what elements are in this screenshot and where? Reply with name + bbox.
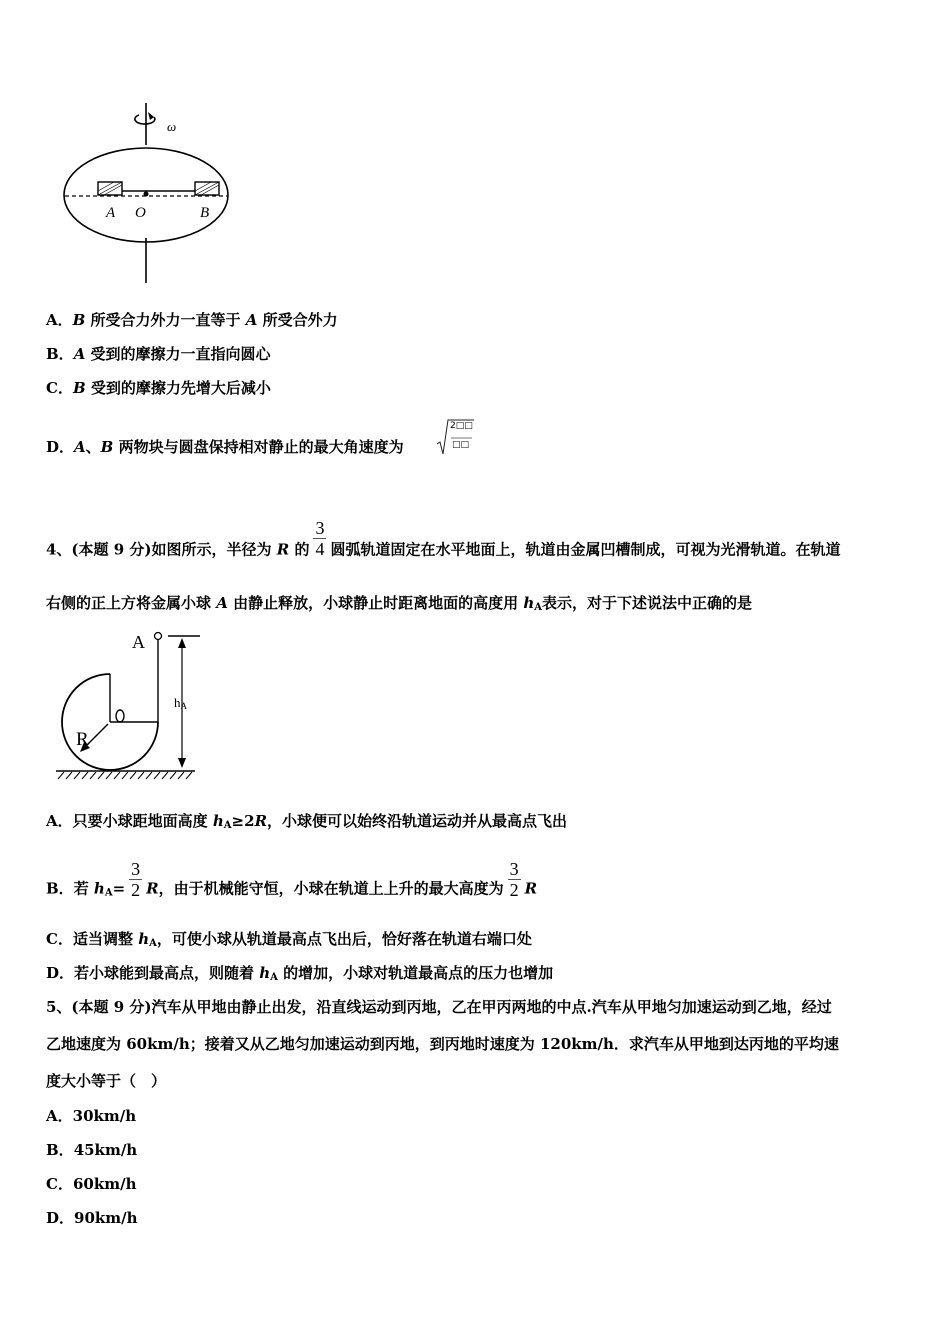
q5-stem-line1: 5、(本题 9 分)汽车从甲地由静止出发，沿直线运动到丙地，乙在甲丙两地的中点.汽车从甲地匀加速运动到乙地，经过 [46, 998, 832, 1016]
q4-stem-line2: 右侧的正上方将金属小球 A 由静止释放，小球静止时距离地面的高度用 $h_A$表示，对于下述说法中正确的是 [46, 594, 753, 613]
q4-option-d: D．若小球能到最高点，则随着 $h_A$ 的增加，小球对轨道最高点的压力也增加 [46, 964, 554, 983]
q5-option-c: C．60km/h [46, 1175, 137, 1193]
rotating-disc-figure [55, 95, 245, 290]
block-a-label: A [106, 205, 116, 221]
q3-option-a: A．B 所受合力外力一直等于 A 所受合外力 [46, 311, 338, 329]
q3-option-b: B．A 受到的摩擦力一直指向圆心 [46, 345, 271, 363]
q3-option-d-sqrt: 2□□ □□ [436, 418, 476, 458]
q3-option-d: D．A、B 两物块与圆盘保持相对静止的最大角速度为 [46, 438, 404, 456]
q4-stem-line1: 4、(本题 9 分)如图所示，半径为 R 的 $\frac{3}{4}$ 圆弧轨道固定在水平地面上，轨道由金属凹槽制成，可视为光滑轨道。在轨道 [46, 518, 841, 559]
three-halves-fraction: $\frac{3}{2}$ [131, 859, 141, 900]
omega-label: ω [167, 119, 177, 134]
q5-stem-line3: 度大小等于（ ） [46, 1072, 167, 1090]
block-b-label: B [200, 205, 210, 221]
ball-a-label: A [132, 632, 145, 652]
height-label: hA [174, 695, 187, 711]
q5-stem-line2: 乙地速度为 60km/h；接着又从乙地匀加速运动到丙地，到丙地时速度为 120km/h．求汽车从甲地到达丙地的平均速 [46, 1035, 839, 1053]
q5-option-a: A．30km/h [46, 1107, 137, 1125]
radius-r-label: R [76, 729, 89, 750]
circular-track-figure [50, 628, 210, 788]
three-quarters-fraction: $\frac{3}{4}$ [315, 518, 325, 559]
q4-option-c: C．适当调整 $h_A$，可使小球从轨道最高点飞出后，恰好落在轨道右端口处 [46, 930, 532, 949]
q5-option-b: B．45km/h [46, 1141, 138, 1159]
q4-option-b: B．若 $h_A=$ $\frac{3}{2}$ R，由于机械能守恒，小球在轨道上上升的最大高度为 $\frac{3}{2}$ R [46, 859, 538, 900]
center-o-label: O [135, 205, 146, 221]
q3-option-c: C．B 受到的摩擦力先增大后减小 [46, 379, 271, 397]
q5-option-d: D．90km/h [46, 1209, 138, 1227]
three-halves-fraction-2: $\frac{3}{2}$ [509, 859, 519, 900]
q4-option-a: A．只要小球距地面高度 $h_A\ge 2R$，小球便可以始终沿轨道运动并从最高点飞出 [46, 812, 568, 831]
